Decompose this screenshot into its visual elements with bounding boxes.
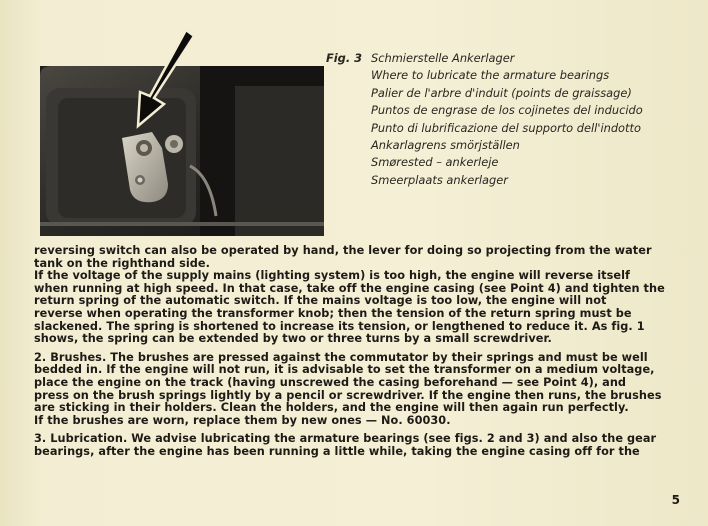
text-line: are sticking in their holders. Clean the holders, and the engine will then again run perfectly. — [34, 401, 629, 415]
caption-line: Puntos de engrase de los cojinetes del inducido — [371, 103, 643, 118]
text-line: tank on the righthand side. — [34, 256, 210, 270]
text-line: bedded in. If the engine will not run, it is advisable to set the transformer on a medium voltage, — [34, 363, 655, 377]
text-line: reversing switch can also be operated by hand, the lever for doing so projecting from the water — [34, 244, 652, 257]
caption-line: Ankarlagrens smörjställen — [371, 138, 520, 153]
text-line: place the engine on the track (having unscrewed the casing beforehand — see Point 4), and — [34, 375, 627, 389]
text-line: slackened. The spring is shortened to increase its tension, or lengthened to reduce it. As fig. 1 — [34, 319, 645, 333]
body-text — [34, 245, 678, 465]
paragraph-lubrication — [34, 433, 678, 458]
caption-line: Palier de l'arbre d'induit (points de graissage) — [371, 85, 632, 100]
text-line: If the brushes are worn, replace them by new ones — No. 60030. — [34, 413, 451, 427]
text-line: press on the brush springs lightly by a pencil or screwdriver. If the engine then runs, the brushes — [34, 388, 662, 402]
text-line: reverse when operating the transformer knob; then the tension of the return spring must be — [34, 306, 632, 320]
text-line: bearings, after the engine has been running a little while, taking the engine casing off for the — [34, 444, 640, 458]
figure-label: Fig. 3 — [326, 51, 363, 65]
caption-line: Where to lubricate the armature bearings — [371, 68, 610, 83]
page-number: 5 — [671, 493, 680, 507]
paragraph-reversing-switch — [34, 245, 678, 346]
text-line: 2. Brushes. The brushes are pressed against the commutator by their springs and must be well — [34, 350, 648, 364]
arrow-icon — [120, 26, 200, 130]
caption-line: Schmierstelle Ankerlager — [371, 51, 515, 65]
text-line: 3. Lubrication. We advise lubricating the armature bearings (see figs. 2 and 3) and also the gear — [34, 432, 657, 446]
caption-line: Punto di lubrificazione del supporto dell'indotto — [371, 120, 641, 135]
text-line: return spring of the automatic switch. If the mains voltage is too low, the engine will not — [34, 294, 607, 308]
paragraph-brushes — [34, 352, 678, 428]
text-line: when running at high speed. In that case, take off the engine casing (see Point 4) and tighten the — [34, 281, 665, 295]
caption-lines — [371, 50, 691, 189]
text-line: If the voltage of the supply mains (lighting system) is too high, the engine will reverse itself — [34, 269, 630, 283]
caption-line: Smeerplaats ankerlager — [371, 172, 508, 187]
text-line: shows, the spring can be extended by two or three turns by a small screwdriver. — [34, 332, 552, 346]
caption-line: Smørested – ankerleje — [371, 155, 499, 170]
